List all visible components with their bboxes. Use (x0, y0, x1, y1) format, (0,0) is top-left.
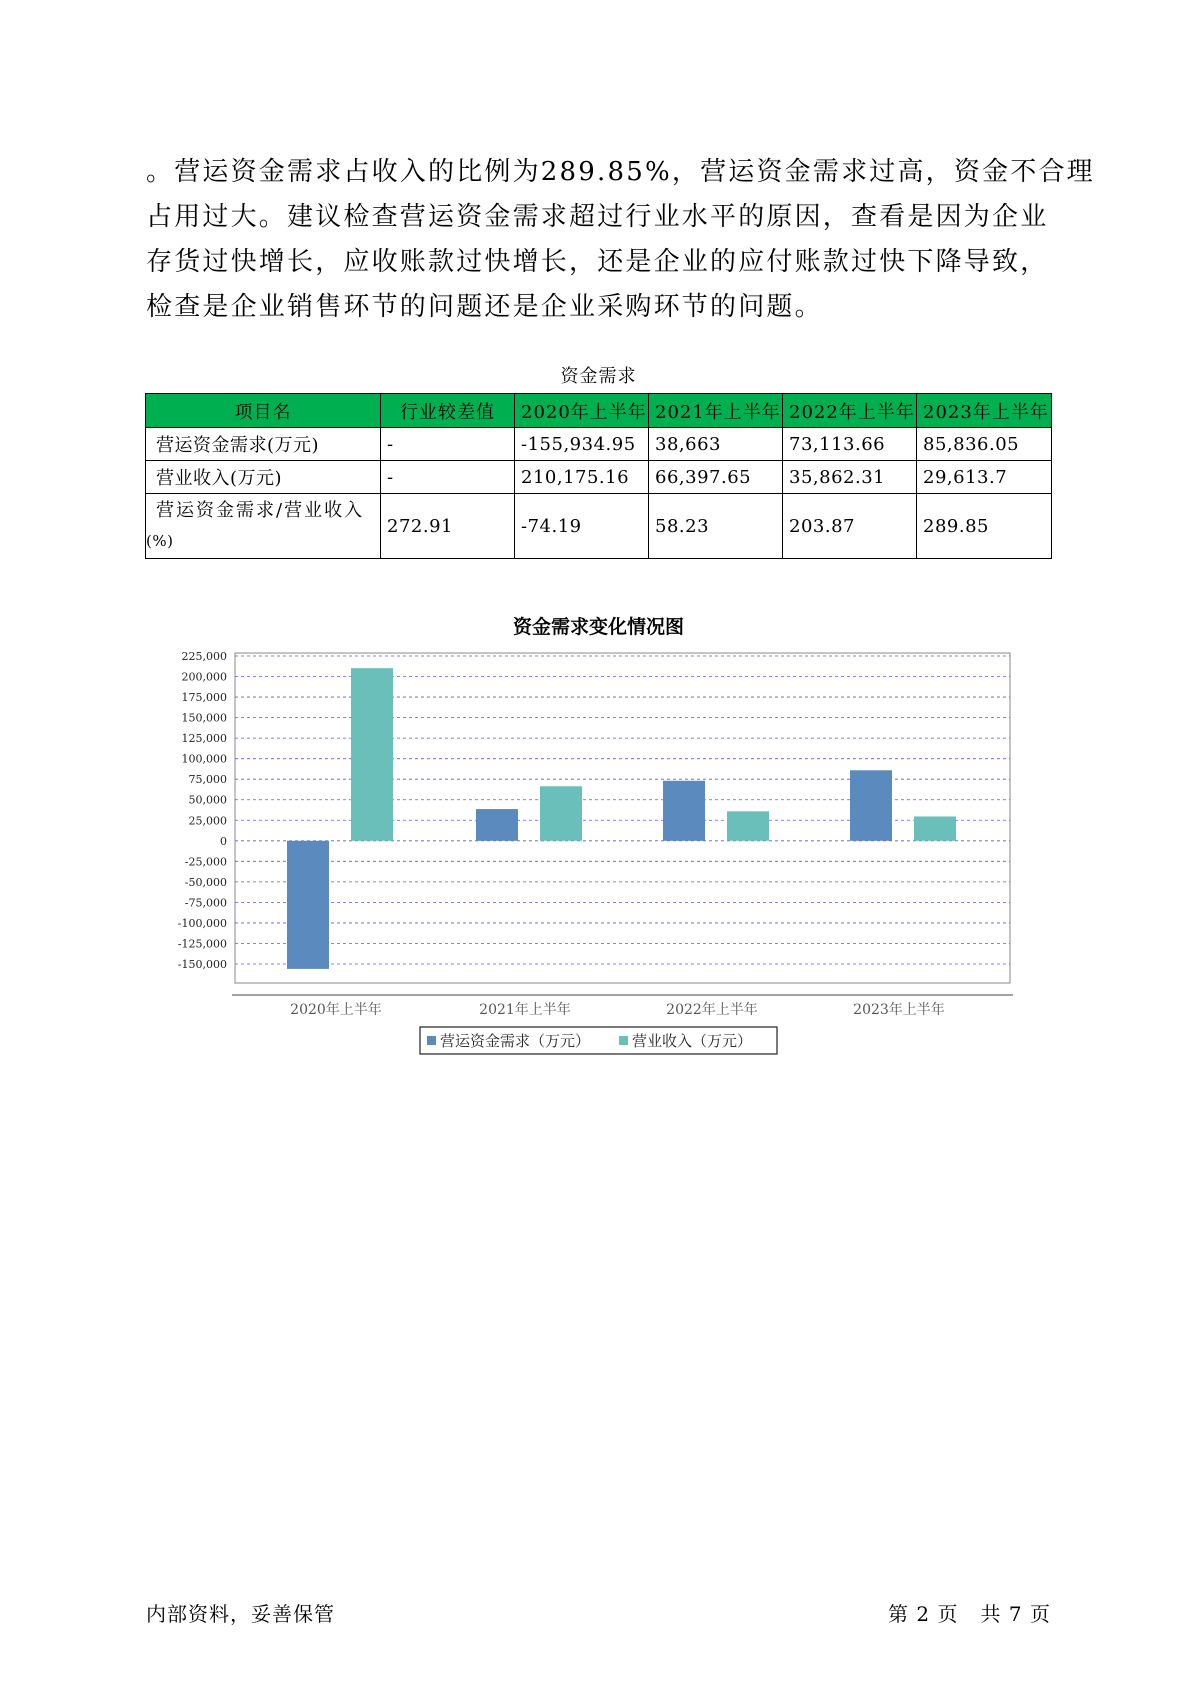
bar (663, 781, 705, 841)
table-cell: 29,613.7 (917, 461, 1052, 494)
header-industry-poor: 行业较差值 (381, 394, 515, 428)
table-cell: 58.23 (649, 494, 783, 559)
paragraph-line: 占用过大。建议检查营运资金需求超过行业水平的原因，查看是因为企业 (146, 202, 1049, 232)
cell-text: 营运资金需求/营业收入 (156, 500, 365, 521)
footer-note: 内部资料，妥善保管 (146, 1602, 335, 1626)
bar (287, 841, 329, 969)
table-cell: -74.19 (515, 494, 649, 559)
legend-label: 营运资金需求（万元） (440, 1032, 591, 1050)
x-tick-label: 2022年上半年 (666, 1002, 758, 1018)
y-tick-label: 200,000 (181, 670, 227, 684)
x-tick-label: 2023年上半年 (853, 1002, 945, 1018)
table-cell: 38,663 (649, 428, 783, 461)
bar (540, 786, 582, 841)
table-cell: 289.85 (917, 494, 1052, 559)
bar (476, 809, 518, 841)
y-tick-label: 125,000 (181, 732, 227, 746)
y-tick-label: 50,000 (188, 793, 227, 807)
bar (914, 816, 956, 840)
table-cell: 营业收入(万元) (146, 461, 381, 494)
bar (351, 668, 393, 841)
y-tick-label: 0 (220, 834, 227, 848)
bar (850, 770, 892, 841)
y-tick-label: -125,000 (177, 937, 227, 951)
legend-label: 营业收入（万元） (632, 1032, 753, 1050)
y-tick-label: 225,000 (181, 650, 227, 663)
y-tick-label: -100,000 (177, 916, 227, 930)
x-tick-label: 2020年上半年 (290, 1002, 382, 1018)
header-2020: 2020年上半年 (515, 394, 649, 428)
table-cell: -155,934.95 (515, 428, 649, 461)
table-cell: 203.87 (783, 494, 917, 559)
y-tick-label: 175,000 (181, 691, 227, 705)
chart-title: 资金需求变化情况图 (512, 616, 684, 638)
y-tick-label: 150,000 (181, 711, 227, 725)
header-2021: 2021年上半年 (649, 394, 783, 428)
table-cell: 营运资金需求(万元) (146, 428, 381, 461)
table-cell: 272.91 (381, 494, 515, 559)
table-cell: - (381, 461, 515, 494)
table-cell: - (381, 428, 515, 461)
bar (727, 811, 769, 840)
legend-swatch (427, 1036, 436, 1045)
y-tick-label: -50,000 (184, 875, 227, 889)
table-cell: 35,862.31 (783, 461, 917, 494)
header-2022: 2022年上半年 (783, 394, 917, 428)
paragraph-line: 。营运资金需求占收入的比例为289.85%，营运资金需求过高，资金不合理 (146, 157, 1095, 187)
table-cell: 85,836.05 (917, 428, 1052, 461)
y-tick-label: -25,000 (184, 855, 227, 869)
page-number: 第 2 页 共 7 页 (888, 1602, 1051, 1626)
paragraph-line: 存货过快增长，应收账款过快增长，还是企业的应付账款过快下降导致， (146, 247, 1049, 277)
paragraph-line: 检查是企业销售环节的问题还是企业采购环节的问题。 (146, 292, 823, 322)
legend-swatch (619, 1036, 628, 1045)
table-cell: 73,113.66 (783, 428, 917, 461)
x-tick-label: 2021年上半年 (479, 1002, 571, 1018)
table-cell: 210,175.16 (515, 461, 649, 494)
y-tick-label: -150,000 (177, 958, 227, 971)
cell-text-unit: (%) (146, 532, 174, 550)
table-cell: 66,397.65 (649, 461, 783, 494)
y-tick-label: 75,000 (188, 773, 227, 787)
y-tick-label: 100,000 (181, 752, 227, 766)
header-2023: 2023年上半年 (917, 394, 1052, 428)
table-caption: 资金需求 (560, 366, 637, 387)
header-item-name: 项目名 (146, 394, 381, 428)
y-tick-label: 25,000 (188, 814, 227, 828)
y-tick-label: -75,000 (184, 896, 227, 910)
